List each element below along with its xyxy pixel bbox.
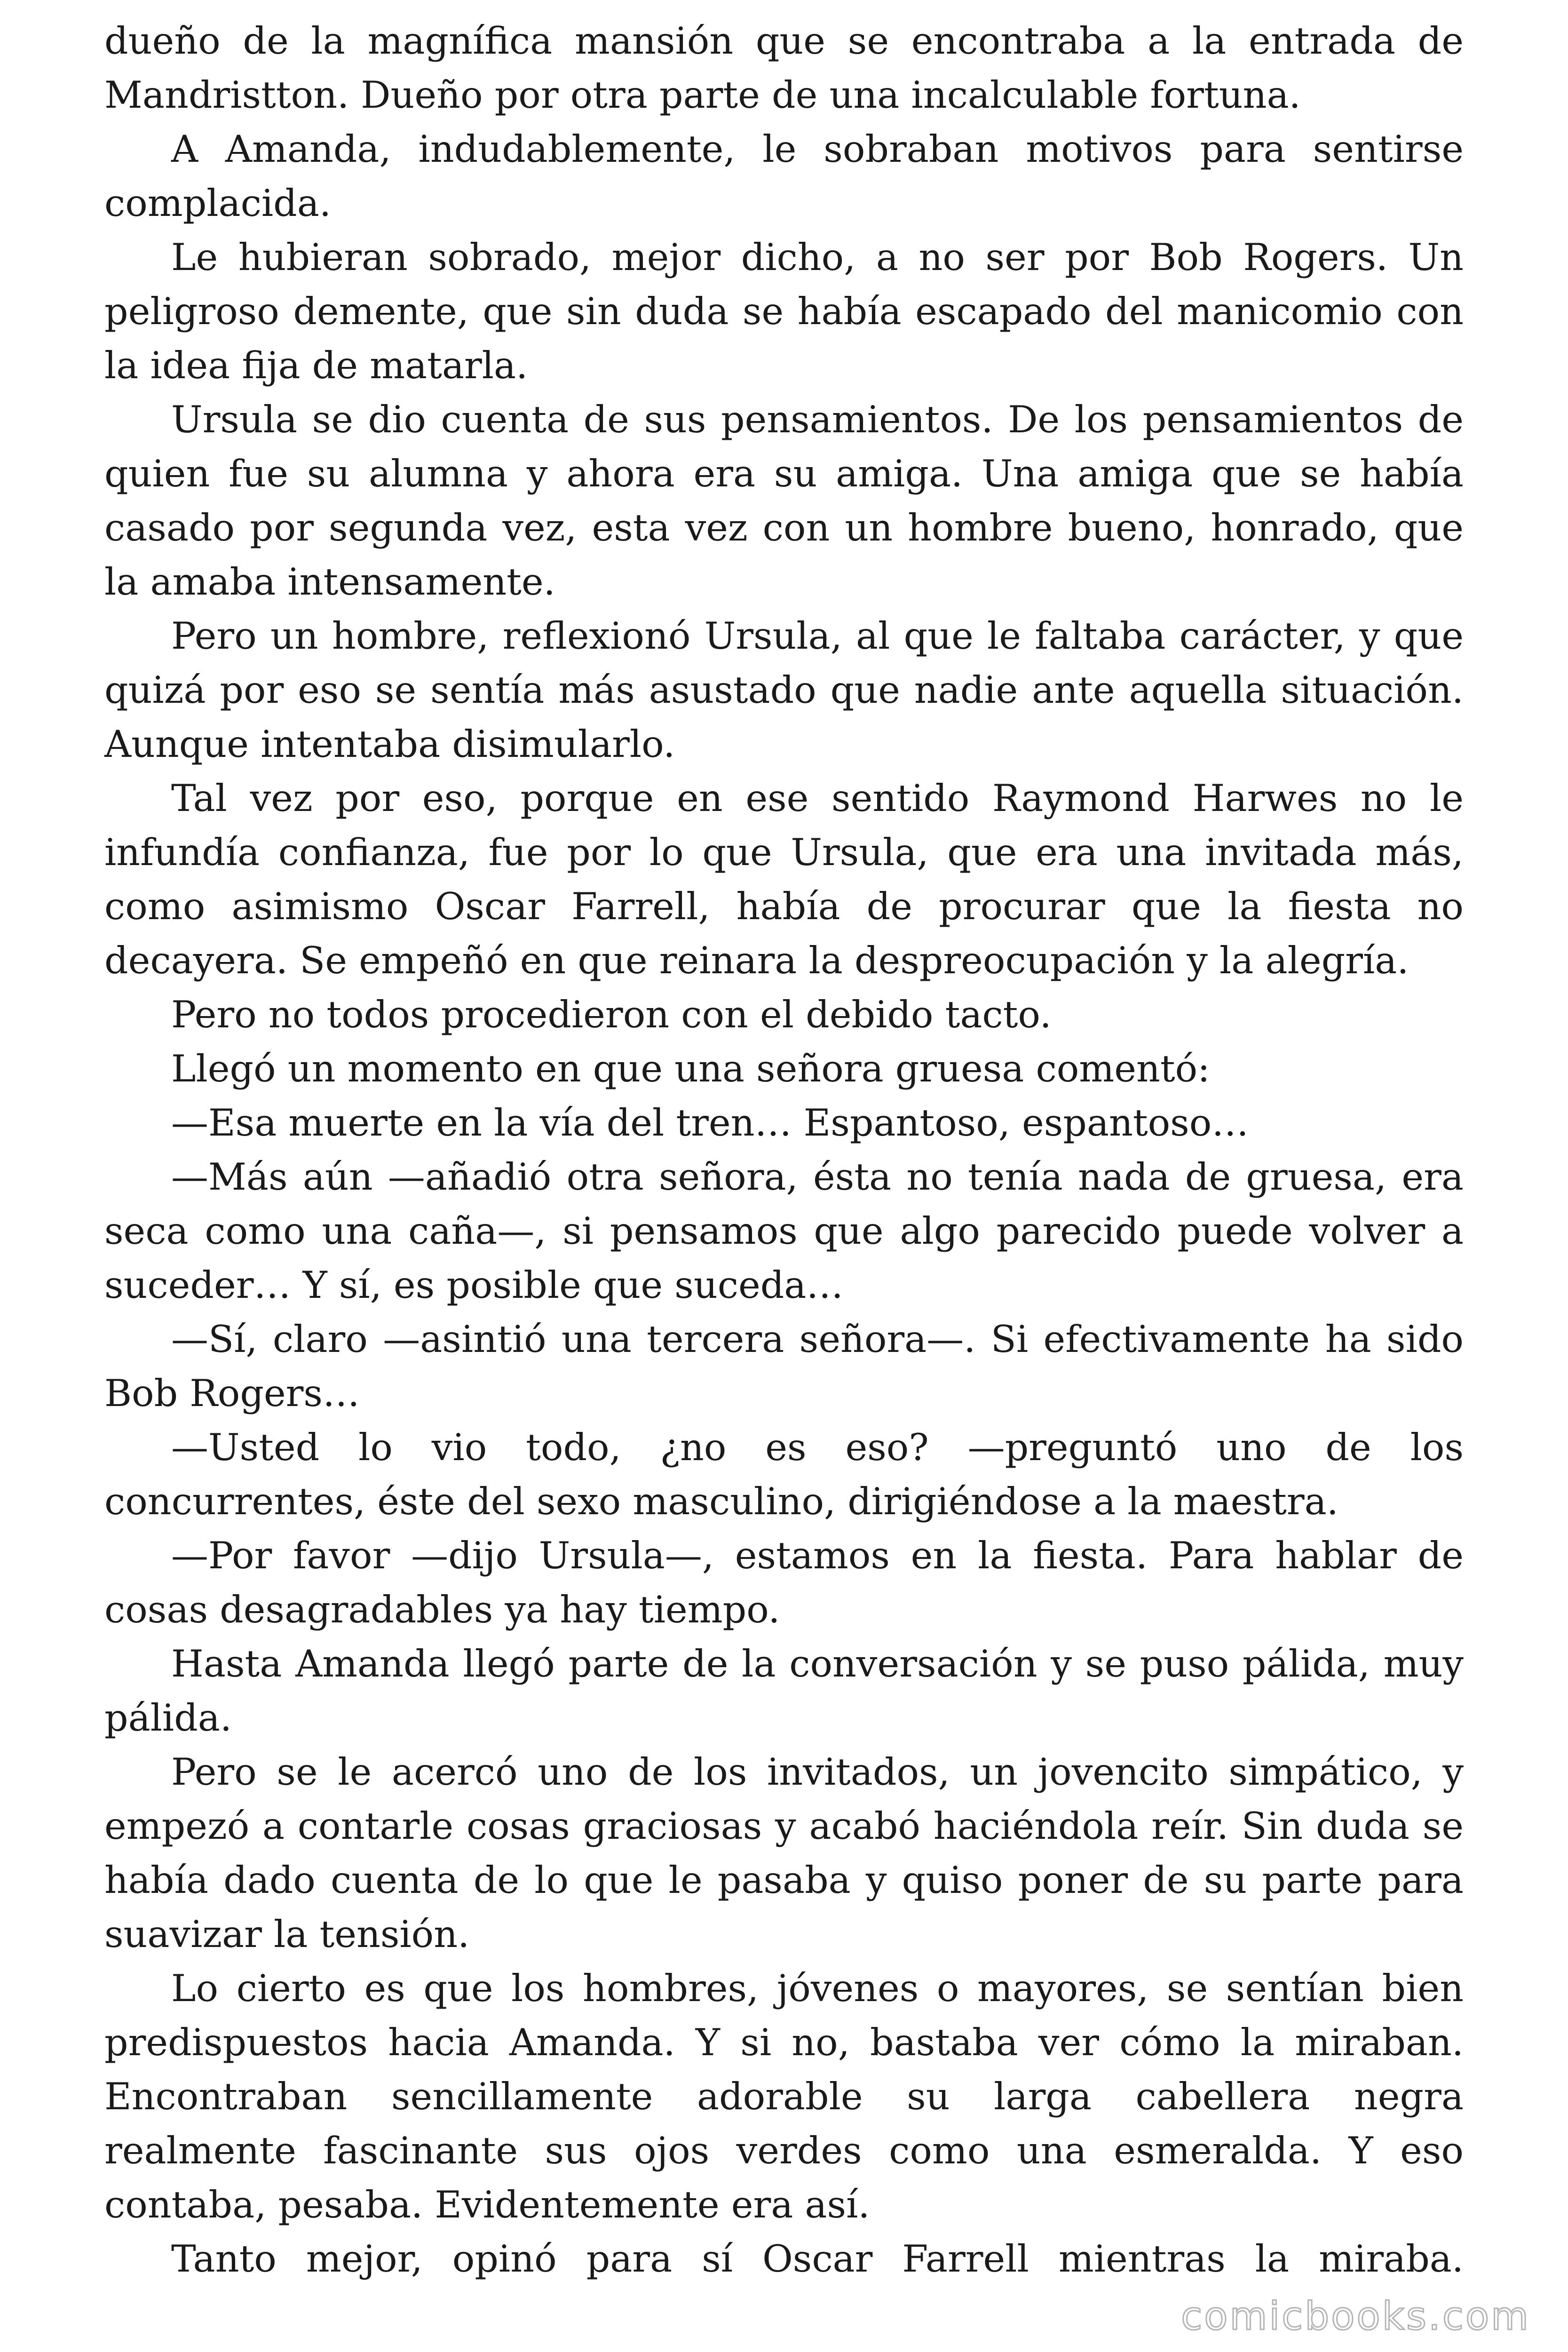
paragraph: Pero no todos procedieron con el debido tacto. bbox=[171, 993, 1052, 1036]
paragraph: Tal vez por eso, porque en ese sentido Raymond Harwes no le infundía confianza, fue por lo que Ursula, que era una invitada más, como asimismo Oscar Farrell, había de procurar que la fiesta no decayera. Se empeñó en que reinara la despreocupación y la alegría. bbox=[104, 777, 1464, 982]
paragraph: A Amanda, indudablemente, le sobraban motivos para sentirse complacida. bbox=[104, 127, 1464, 225]
paragraph: Lo cierto es que los hombres, jóvenes o mayores, se sentían bien predispuestos hacia Amanda. Y si no, bastaba ver cómo la miraban. Encontraban sencillamente adorable su larga cabellera negra realmente fascinante sus ojos verdes como una esmeralda. Y eso contaba, pesaba. Evidentemente era así. bbox=[104, 1967, 1464, 2226]
paragraph: Pero un hombre, reflexionó Ursula, al que le faltaba carácter, y que quizá por eso se sentía más asustado que nadie ante aquella situación. Aunque intentaba disimularlo. bbox=[104, 614, 1464, 766]
body-text bbox=[104, 14, 1464, 2286]
dialogue-line: —Esa muerte en la vía del tren… Espantoso, espantoso… bbox=[171, 1101, 1249, 1144]
paragraph: Tanto mejor, opinó para sí Oscar Farrell mientras la miraba. bbox=[171, 2237, 1464, 2280]
paragraph: Llegó un momento en que una señora gruesa comentó: bbox=[171, 1047, 1210, 1090]
paragraph: Hasta Amanda llegó parte de la conversación y se puso pálida, muy pálida. bbox=[104, 1642, 1464, 1740]
watermark: comicbooks.com bbox=[1181, 2294, 1530, 2339]
dialogue-line: —Usted lo vio todo, ¿no es eso? —preguntó uno de los concurrentes, éste del sexo masculino, dirigiéndose a la maestra. bbox=[104, 1426, 1464, 1523]
dialogue-line: —Por favor —dijo Ursula—, estamos en la fiesta. Para hablar de cosas desagradables ya hay tiempo. bbox=[104, 1534, 1464, 1631]
dialogue-line: —Sí, claro —asintió una tercera señora—. Si efectivamente ha sido Bob Rogers… bbox=[104, 1318, 1464, 1415]
paragraph: Ursula se dio cuenta de sus pensamientos. De los pensamientos de quien fue su alumna y ahora era su amiga. Una amiga que se había casado por segunda vez, esta vez con un hombre bueno, honrado, que la amaba intensamente. bbox=[104, 398, 1464, 604]
paragraph: dueño de la magnífica mansión que se encontraba a la entrada de Mandristton. Dueño por otra parte de una incalculable fortuna. bbox=[104, 19, 1464, 117]
dialogue-line: —Más aún —añadió otra señora, ésta no tenía nada de gruesa, era seca como una caña—, si pensamos que algo parecido puede volver a suceder… Y sí, es posible que suceda… bbox=[104, 1155, 1464, 1307]
paragraph: Pero se le acercó uno de los invitados, un jovencito simpático, y empezó a contarle cosas graciosas y acabó haciéndola reír. Sin duda se había dado cuenta de lo que le pasaba y quiso poner de su parte para suavizar la tensión. bbox=[104, 1750, 1464, 1956]
paragraph: Le hubieran sobrado, mejor dicho, a no ser por Bob Rogers. Un peligroso demente, que sin duda se había escapado del manicomio con la idea fija de matarla. bbox=[104, 236, 1464, 387]
